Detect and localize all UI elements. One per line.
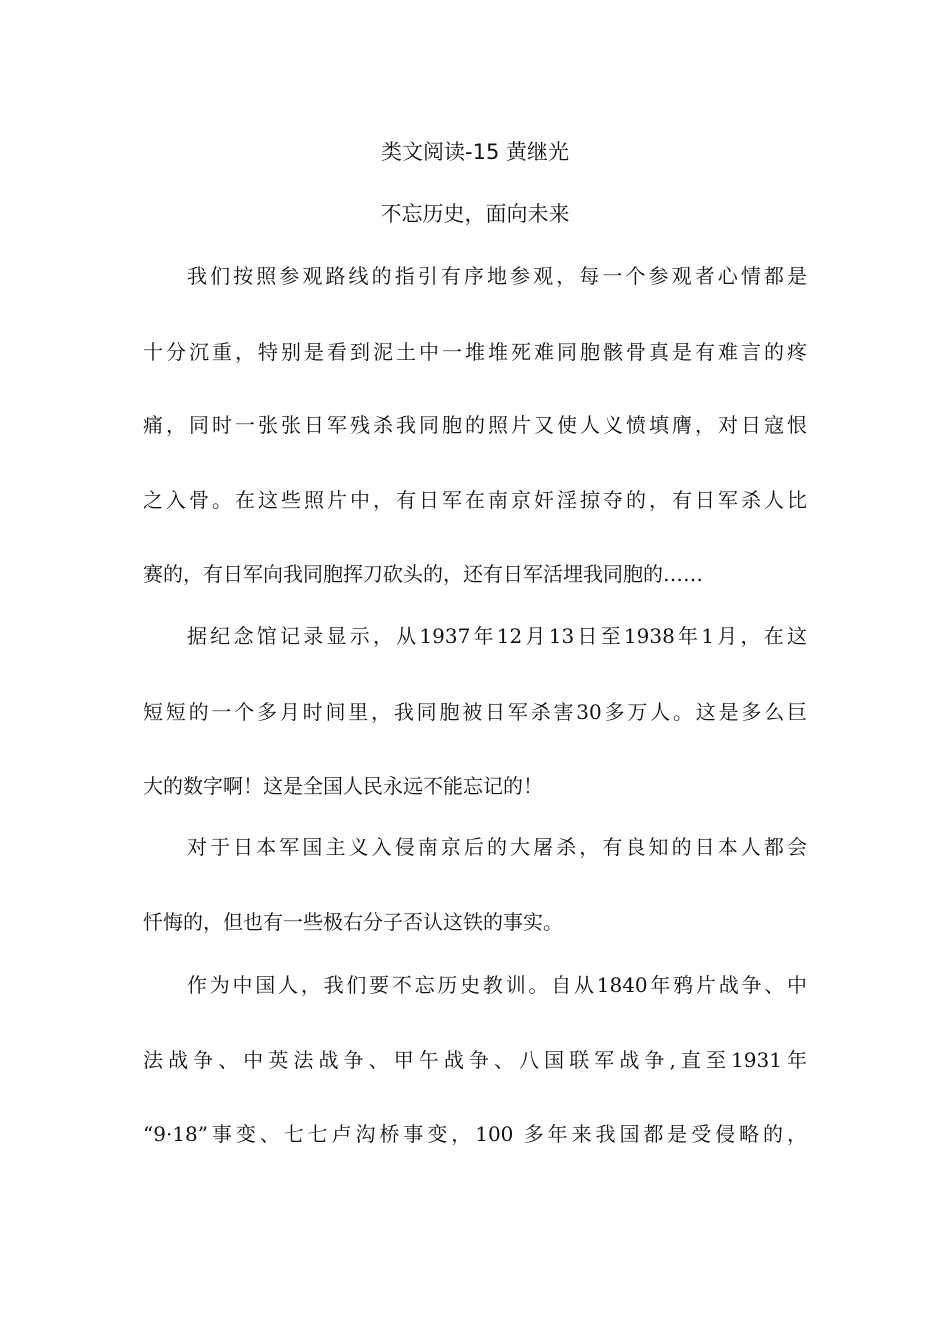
- paragraph-line: 作为中国人，我们要不忘历史教训。自从1840年鸦片战争、中: [187, 973, 807, 997]
- paragraph-line: 据纪念馆记录显示，从1937年12月13日至1938年1月，在这: [187, 624, 807, 648]
- paragraph-line: 法战争、中英法战争、甲午战争、八国联军战争,直至1931年: [143, 1048, 807, 1072]
- paragraph-line: 对于日本军国主义入侵南京后的大屠杀，有良知的日本人都会: [187, 835, 807, 859]
- paragraph-line: 痛，同时一张张日军残杀我同胞的照片又使人义愤填膺，对日寇恨: [143, 413, 807, 437]
- paragraph-line: 十分沉重，特别是看到泥土中一堆堆死难同胞骸骨真是有难言的疼: [143, 340, 807, 364]
- page-title: 类文阅读-15 黄继光: [381, 140, 569, 164]
- article-subtitle: 不忘历史，面向未来: [380, 202, 570, 226]
- paragraph-line: “9·18”事变、七七卢沟桥事变，100 多年来我国都是受侵略的，: [143, 1122, 807, 1146]
- paragraph-line: 我们按照参观路线的指引有序地参观，每一个参观者心情都是: [187, 264, 807, 288]
- paragraph-line: 忏悔的，但也有一些极右分子否认这铁的事实。: [143, 910, 563, 934]
- paragraph-line: 之入骨。在这些照片中，有日军在南京奸淫掠夺的，有日军杀人比: [143, 488, 807, 512]
- paragraph-line: 短短的一个多月时间里，我同胞被日军杀害30多万人。这是多么巨: [143, 700, 807, 724]
- paragraph-line: 大的数字啊！这是全国人民永远不能忘记的！: [143, 774, 543, 798]
- paragraph-line: 赛的，有日军向我同胞挥刀砍头的，还有日军活埋我同胞的……: [143, 562, 703, 586]
